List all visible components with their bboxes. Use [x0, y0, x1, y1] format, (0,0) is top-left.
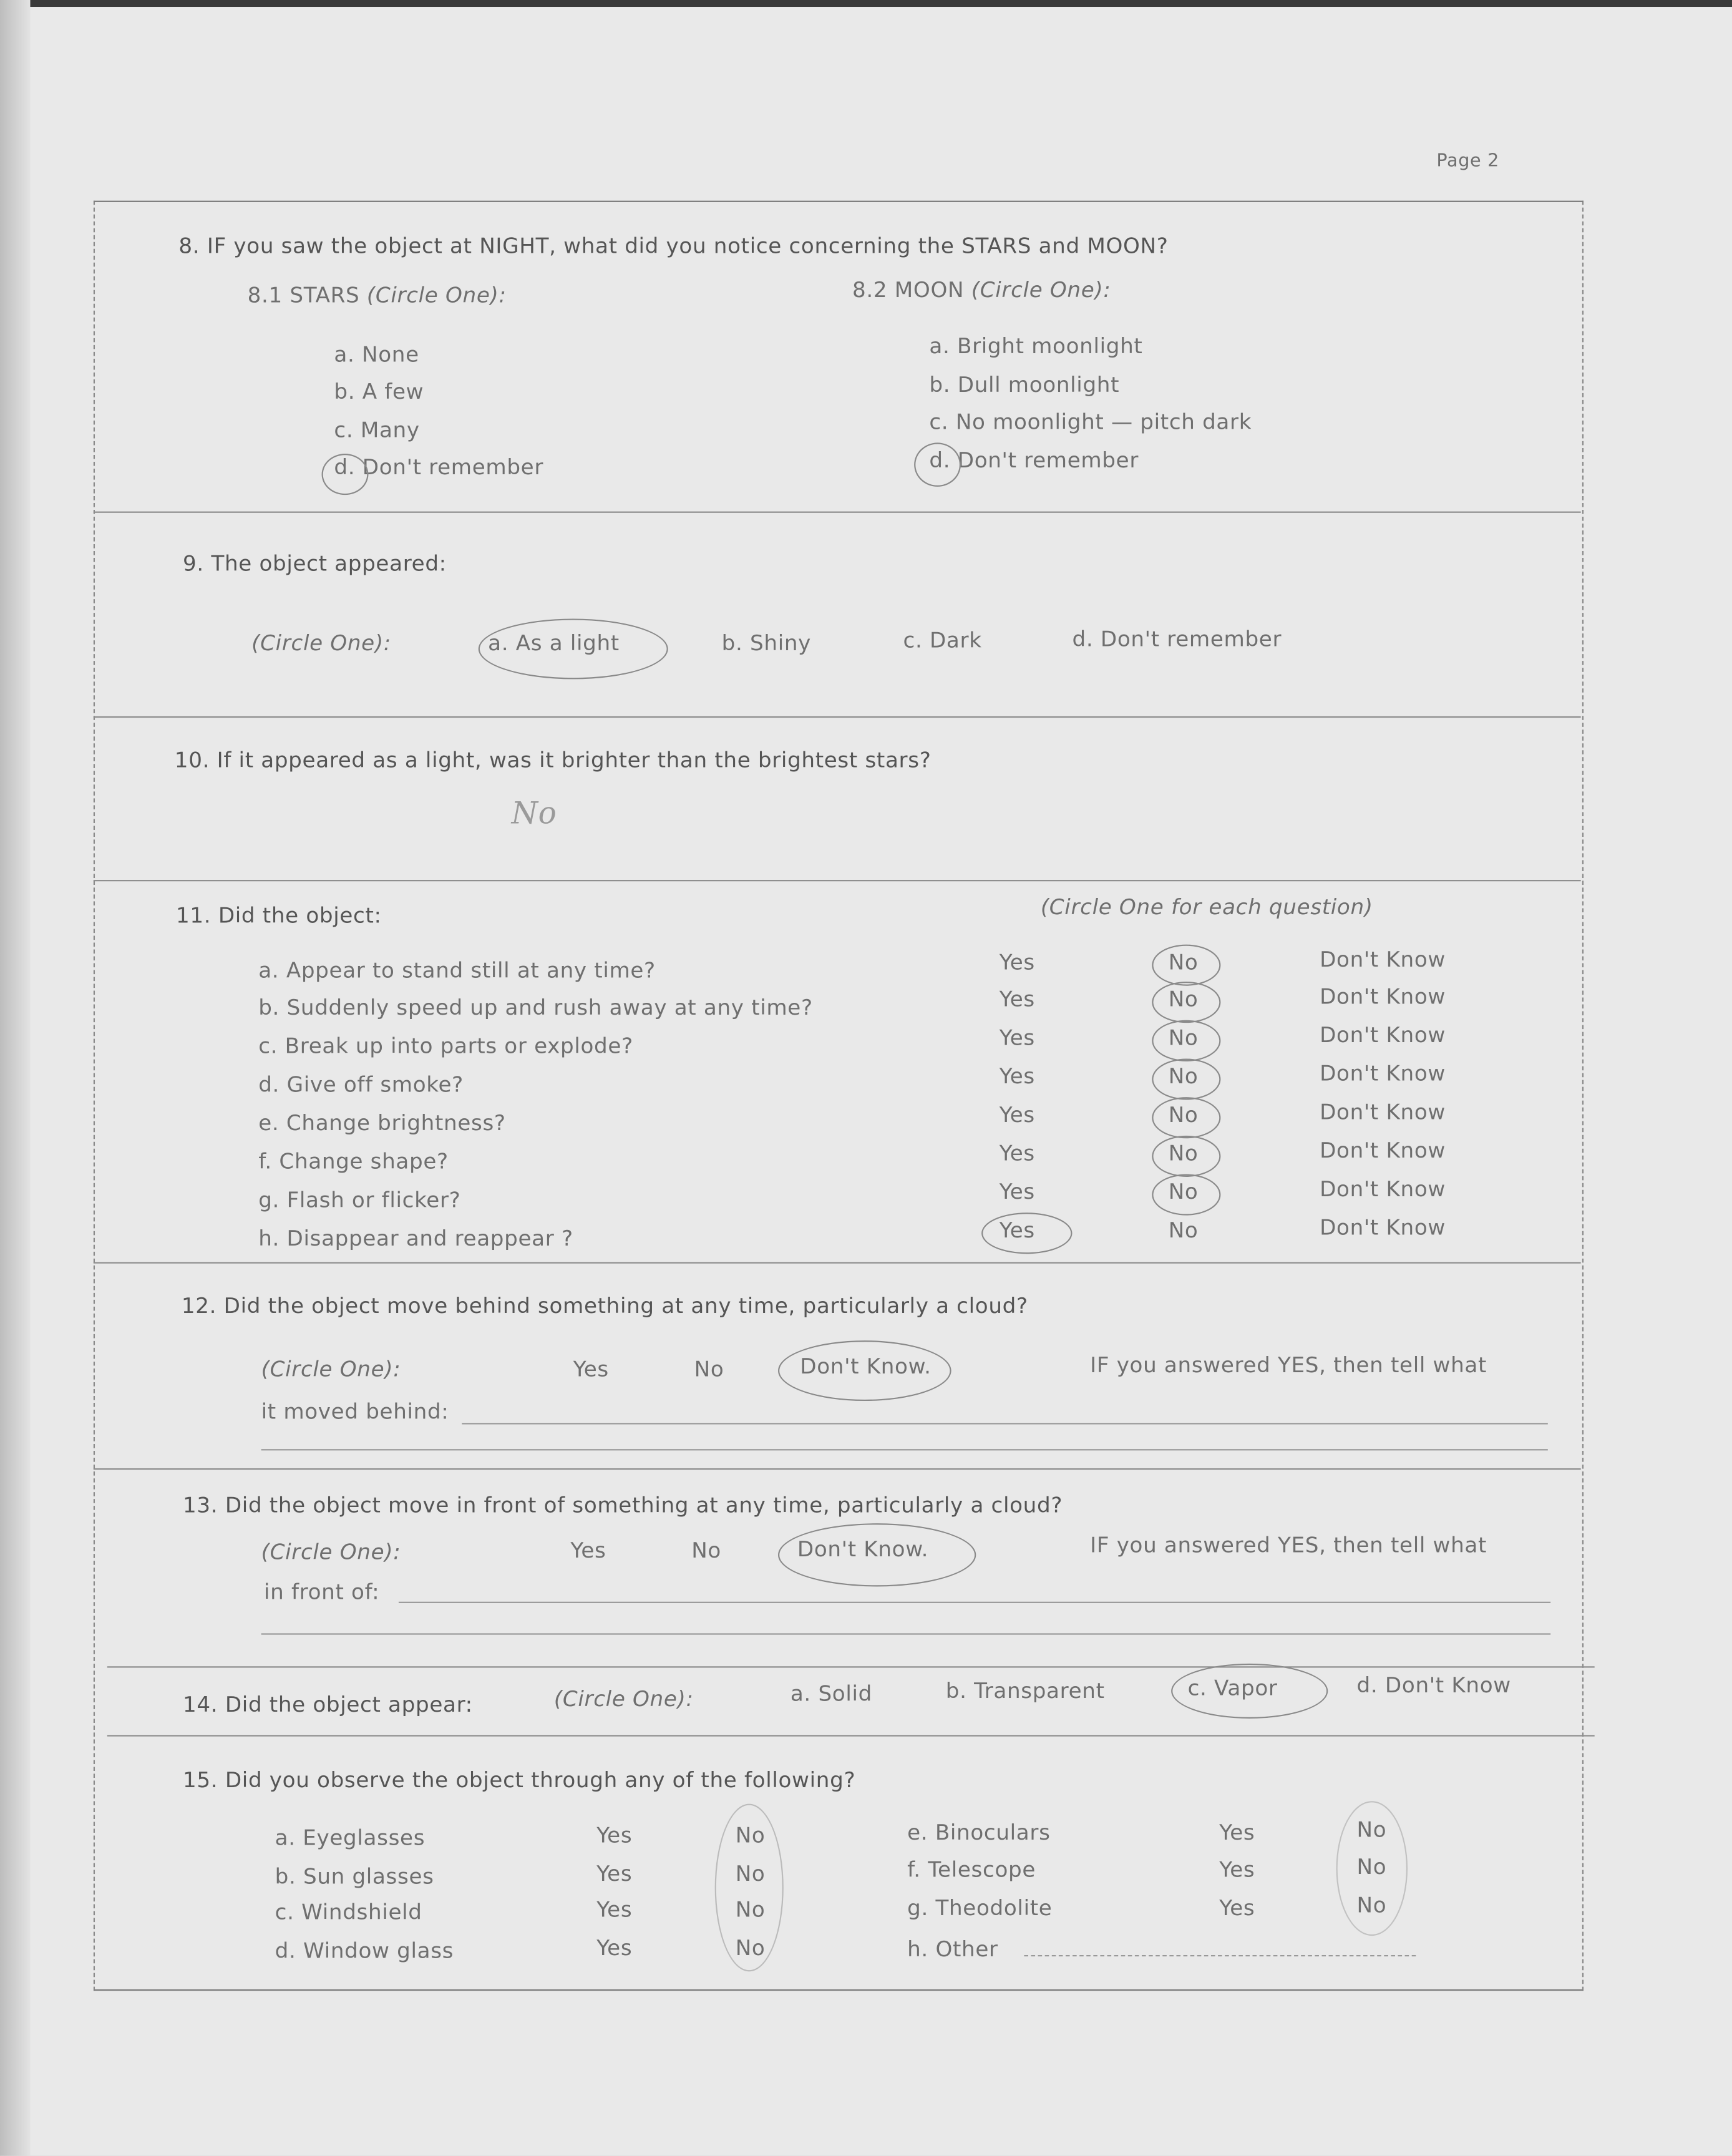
stars-option-c[interactable]: c. Many [334, 417, 420, 443]
divider [94, 716, 1581, 718]
selection-circle [322, 454, 369, 495]
divider [94, 512, 1581, 513]
q15-no[interactable]: No [1356, 1817, 1387, 1843]
stars-heading [248, 283, 507, 308]
selection-circle [1152, 1058, 1220, 1100]
q11-yes[interactable]: Yes [999, 950, 1035, 975]
q11-dont-know[interactable]: Don't Know [1320, 1061, 1446, 1086]
q13-yes[interactable]: Yes [570, 1538, 606, 1564]
divider [94, 880, 1581, 881]
selection-circle [1152, 1020, 1220, 1061]
selection-circle [1152, 1174, 1220, 1216]
q9-option-c[interactable]: c. Dark [903, 628, 982, 653]
q15-yes[interactable]: Yes [1219, 1896, 1255, 1921]
q12-yes[interactable]: Yes [573, 1357, 609, 1382]
selection-circle [1152, 945, 1220, 986]
q11-no[interactable]: No [1168, 1064, 1199, 1089]
moon-heading-text: 8.2 MOON [852, 278, 965, 303]
q11-no[interactable]: No [1168, 1179, 1199, 1205]
q15-no[interactable]: No [735, 1823, 766, 1848]
q12-answer-line[interactable] [462, 1423, 1548, 1424]
q11-item-label: g. Flash or flicker? [258, 1188, 461, 1213]
q12-followup: IF you answered YES, then tell what [1090, 1352, 1487, 1378]
selection-circle [479, 618, 668, 679]
question-15: 15. Did you observe the object through any of the following? [183, 1768, 856, 1793]
q13-followup: IF you answered YES, then tell what [1090, 1533, 1487, 1558]
q11-yes[interactable]: Yes [999, 1025, 1035, 1051]
selection-circle [981, 1212, 1072, 1254]
stars-instruction: (Circle One): [366, 283, 507, 308]
q14-instruction: (Circle One): [553, 1687, 694, 1712]
scan-edge [0, 0, 1732, 7]
selection-circle [1152, 1097, 1220, 1138]
q11-dont-know[interactable]: Don't Know [1320, 1100, 1446, 1125]
q12-answer-line-2[interactable] [261, 1449, 1548, 1450]
q15-item-label: a. Eyeglasses [275, 1825, 426, 1851]
q13-instruction: (Circle One): [261, 1539, 401, 1565]
q15-yes[interactable]: Yes [596, 1897, 633, 1923]
q15-other-label: h. Other [907, 1937, 998, 1962]
q11-yes[interactable]: Yes [999, 1218, 1035, 1243]
q11-no[interactable]: No [1168, 1025, 1199, 1051]
q11-yes[interactable]: Yes [999, 1064, 1035, 1089]
q15-item-label: e. Binoculars [907, 1820, 1051, 1845]
question-13: 13. Did the object move in front of something at any time, particularly a cloud? [183, 1493, 1063, 1518]
question-10: 10. If it appeared as a light, was it brighter than the brightest stars? [174, 748, 932, 773]
selection-circle [778, 1523, 976, 1586]
q13-followup-label: in front of: [264, 1579, 380, 1605]
q11-item-label: d. Give off smoke? [258, 1072, 464, 1098]
q11-no[interactable]: No [1168, 1218, 1199, 1243]
q15-item-label: c. Windshield [275, 1900, 422, 1925]
q15-item-label: b. Sun glasses [275, 1864, 434, 1890]
q11-item-label: b. Suddenly speed up and rush away at any time? [258, 995, 813, 1020]
q15-yes[interactable]: Yes [596, 1823, 633, 1848]
q11-yes[interactable]: Yes [999, 987, 1035, 1012]
moon-heading [852, 278, 1111, 303]
q9-option-a[interactable]: a. As a light [488, 631, 620, 656]
q15-other-line[interactable] [1024, 1955, 1416, 1956]
q13-no[interactable]: No [691, 1538, 721, 1564]
selection-circle [1171, 1664, 1328, 1719]
q15-item-label: g. Theodolite [907, 1896, 1053, 1921]
q11-dont-know[interactable]: Don't Know [1320, 947, 1446, 972]
q9-option-d[interactable]: d. Don't remember [1072, 627, 1282, 652]
q11-yes[interactable]: Yes [999, 1179, 1035, 1205]
question-12: 12. Did the object move behind something at any time, particularly a cloud? [181, 1294, 1028, 1319]
q12-no[interactable]: No [694, 1357, 724, 1382]
moon-instruction: (Circle One): [971, 278, 1111, 303]
selection-circle [1152, 1136, 1220, 1177]
q15-yes[interactable]: Yes [1219, 1857, 1255, 1883]
q11-item-label: f. Change shape? [258, 1149, 449, 1174]
stars-option-a[interactable]: a. None [334, 342, 419, 368]
q13-answer-line[interactable] [399, 1602, 1550, 1603]
q15-no[interactable]: No [1356, 1855, 1387, 1880]
moon-option-b[interactable]: b. Dull moonlight [929, 373, 1120, 398]
page-number: Page 2 [1436, 151, 1500, 172]
question-14: 14. Did the object appear: [183, 1692, 473, 1717]
question-11: 11. Did the object: [176, 903, 382, 929]
q14-option-a[interactable]: a. Solid [790, 1681, 872, 1707]
stars-option-d[interactable]: d. Don't remember [334, 455, 544, 480]
q13-dont-know[interactable]: Don't Know. [797, 1537, 929, 1562]
selection-circle [1336, 1801, 1408, 1936]
q11-dont-know[interactable]: Don't Know [1320, 1176, 1446, 1202]
selection-circle [778, 1340, 951, 1401]
q12-followup-label: it moved behind: [261, 1399, 449, 1425]
scan-edge [0, 0, 30, 2156]
q10-handwritten-answer: No [511, 797, 557, 832]
q12-dont-know[interactable]: Don't Know. [800, 1354, 932, 1379]
q15-yes[interactable]: Yes [596, 1861, 633, 1886]
moon-option-a[interactable]: a. Bright moonlight [929, 334, 1143, 359]
question-9: 9. The object appeared: [183, 551, 447, 577]
selection-circle [914, 442, 961, 487]
q15-item-label: d. Window glass [275, 1938, 454, 1964]
q15-no[interactable]: No [735, 1936, 766, 1961]
stars-option-b[interactable]: b. A few [334, 379, 424, 404]
q11-item-label: e. Change brightness? [258, 1111, 506, 1136]
q11-instruction: (Circle One for each question) [1040, 895, 1373, 920]
q11-no[interactable]: No [1168, 987, 1199, 1012]
q11-no[interactable]: No [1168, 950, 1199, 975]
divider [107, 1666, 1595, 1667]
q14-option-c[interactable]: c. Vapor [1187, 1676, 1278, 1701]
q9-option-b[interactable]: b. Shiny [721, 631, 812, 656]
q11-dont-know[interactable]: Don't Know [1320, 984, 1446, 1010]
divider [107, 1735, 1595, 1736]
q11-dont-know[interactable]: Don't Know [1320, 1138, 1446, 1163]
moon-option-c[interactable]: c. No moonlight — pitch dark [929, 409, 1252, 435]
q15-no[interactable]: No [735, 1897, 766, 1923]
q11-dont-know[interactable]: Don't Know [1320, 1023, 1446, 1048]
q11-no[interactable]: No [1168, 1102, 1199, 1128]
moon-option-d[interactable]: d. Don't remember [929, 448, 1139, 473]
q15-yes[interactable]: Yes [1219, 1820, 1255, 1845]
q15-no[interactable]: No [1356, 1893, 1387, 1918]
q11-dont-know[interactable]: Don't Know [1320, 1215, 1446, 1241]
q11-yes[interactable]: Yes [999, 1102, 1035, 1128]
q11-item-label: h. Disappear and reappear ? [258, 1226, 573, 1251]
selection-circle [715, 1804, 784, 1972]
q11-item-label: a. Appear to stand still at any time? [258, 958, 656, 983]
q11-item-label: c. Break up into parts or explode? [258, 1033, 633, 1059]
divider [94, 1262, 1581, 1264]
stars-heading-text: 8.1 STARS [247, 283, 360, 308]
q13-answer-line-2[interactable] [261, 1633, 1551, 1634]
q11-no[interactable]: No [1168, 1141, 1199, 1166]
q14-option-d[interactable]: d. Don't Know [1356, 1673, 1511, 1698]
divider [94, 1468, 1581, 1470]
question-8: 8. IF you saw the object at NIGHT, what did you notice concerning the STARS and MOON? [178, 233, 1169, 259]
q15-yes[interactable]: Yes [596, 1936, 633, 1961]
q15-no[interactable]: No [735, 1861, 766, 1886]
q15-item-label: f. Telescope [907, 1857, 1036, 1883]
q14-option-b[interactable]: b. Transparent [945, 1679, 1105, 1704]
q12-instruction: (Circle One): [261, 1357, 401, 1382]
q9-instruction: (Circle One): [251, 631, 391, 656]
q11-yes[interactable]: Yes [999, 1141, 1035, 1166]
selection-circle [1152, 982, 1220, 1023]
